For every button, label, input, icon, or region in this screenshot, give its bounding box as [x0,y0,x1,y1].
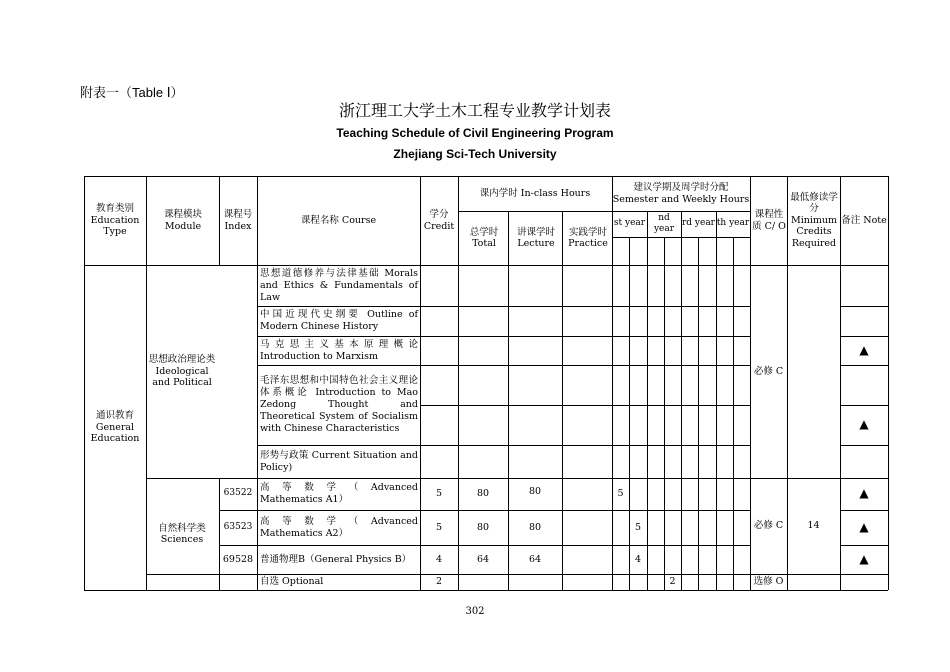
header-course: 课程名称 Course [300,214,377,226]
university-name: Zhejiang Sci-Tech University [393,147,557,161]
course-nature: 必修 C [753,365,784,377]
semester-hours: 5 [634,521,642,533]
header-credit: 学分 Credit [423,209,455,232]
course-nature: 必修 C [753,520,784,532]
course-name: 中国近现代史纲要 Outline of Modern Chinese History [260,309,418,332]
required-marker: ▲ [859,486,869,501]
header-year-3: rd year [681,218,715,229]
title-chinese: 浙江理工大学土木工程专业教学计划表 [338,101,611,120]
header-lecture: 讲课学时 Lecture [516,226,555,249]
module-sciences: 自然科学类 Sciences [158,522,206,545]
course-index: 69528 [222,553,254,565]
course-name: 高等数学（Advanced Mathematics A2） [260,515,418,539]
course-credit: 4 [435,553,443,565]
course-name: 形势与政策 Current Situation and Policy) [260,449,418,473]
course-credit: 5 [435,488,443,500]
header-min-credits: 最低修读学分 Minimum Credits Required [790,191,838,249]
course-index: 63523 [223,521,253,532]
header-year-4: th year [716,218,750,229]
course-name: 毛泽东思想和中国特色社会主义理论体系概论 Introduction to Mao Zedong Thought and Theoretical System of Socialism with Chinese Characteristics [260,375,418,434]
course-lecture-hours: 64 [528,553,542,565]
header-inclass-hours: 课内学时 In-class Hours [479,187,591,199]
course-total-hours: 64 [476,553,490,565]
required-marker: ▲ [859,417,869,432]
edu-type-general: 通识教育 General Education [90,410,140,445]
min-credits-value: 14 [807,520,820,532]
header-year-2: nd year [653,212,675,234]
course-lecture-hours: 80 [528,486,542,498]
course-index: 63522 [223,488,253,499]
course-nature: 选修 O [753,576,784,588]
course-name: 马克思主义基本原理概论 Introduction to Marxism [260,338,418,362]
header-practice: 实践学时 Practice [568,226,608,249]
semester-hours: 4 [634,553,642,565]
course-total-hours: 80 [476,488,490,500]
module-political: 思想政治理论类 Ideological and Political [148,354,216,389]
course-name: 高等数学（Advanced Mathematics A1） [260,482,418,505]
course-name: 自选 Optional [260,576,324,587]
header-note: 备注 Note [841,214,887,226]
header-year-1: st year [613,218,646,229]
appendix-label: 附表一（Table Ⅰ） [80,85,184,100]
required-marker: ▲ [859,519,869,534]
header-edu-type: 教育类别 Education Type [90,203,140,238]
course-name: 普通物理B（General Physics B） [260,553,412,565]
header-index: 课程号 Index [223,209,253,232]
header-nature: 课程性质 C/ O [752,209,786,232]
header-module: 课程模块 Module [163,209,202,232]
required-marker: ▲ [859,551,869,566]
required-marker: ▲ [859,342,869,357]
semester-hours: 5 [617,488,624,500]
course-credit: 2 [435,576,443,588]
header-total: 总学时 Total [469,226,499,249]
course-total-hours: 80 [476,521,490,533]
course-credit: 5 [435,521,443,533]
page-number: 302 [465,606,485,617]
course-name: 思想道德修养与法律基础 Morals and Ethics & Fundamentals of Law [260,267,418,303]
header-semester: 建议学期及周学时分配 Semester and Weekly Hours [612,182,750,205]
title-english: Teaching Schedule of Civil Engineering Program [336,126,614,140]
course-lecture-hours: 80 [528,521,542,533]
semester-hours: 2 [669,576,676,588]
